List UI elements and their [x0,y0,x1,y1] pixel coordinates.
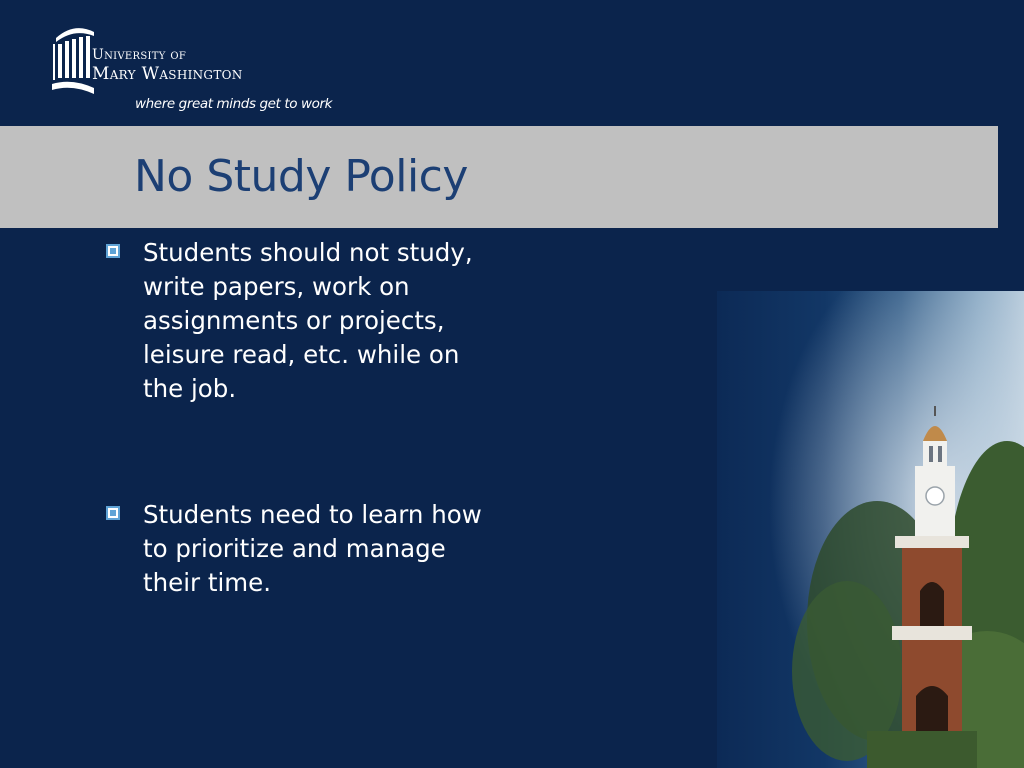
bullet-item [106,236,526,406]
square-bullet-icon [106,244,120,258]
clock-tower-illustration [717,291,1024,768]
clock-tower-photo [717,291,1024,768]
logo-name-line1: University of [92,47,187,63]
square-bullet-icon [106,506,120,520]
columns-building-icon [50,22,98,102]
bullet-item [106,498,526,600]
bullet-text: Students need to learn how to prioritize and manage their time. [143,500,482,597]
logo-name [92,46,243,84]
university-logo [50,22,350,117]
bullet-text: Students should not study, write papers, work on assignments or projects, leisure read, etc. while on the job. [143,238,473,403]
logo-name-line2: Mary Washington [92,64,243,84]
slide-title: No Study Policy [134,151,468,202]
logo-tagline: where great minds get to work [135,96,333,112]
